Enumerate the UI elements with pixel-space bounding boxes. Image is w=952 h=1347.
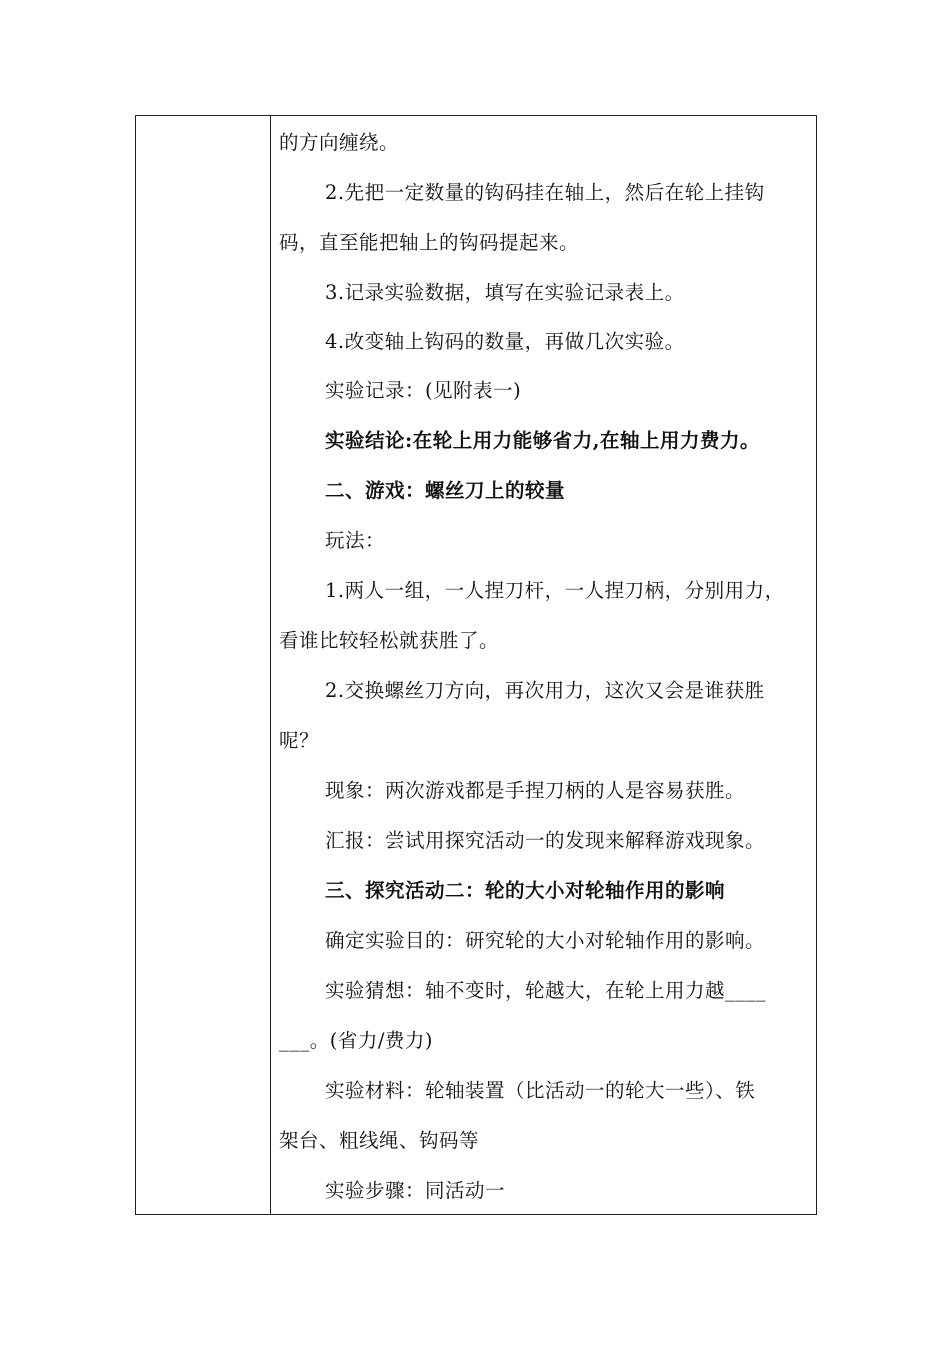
section-heading: 三、探究活动二：轮的大小对轮轴作用的影响 [325,879,726,902]
text-line: 实验步骤：同活动一 [325,1179,506,1202]
text-line: 现象：两次游戏都是手捏刀柄的人是容易获胜。 [325,779,746,802]
text-line: 1.两人一组，一人捏刀杆，一人捏刀柄，分别用力， [325,579,785,602]
left-column-cell [136,116,271,1214]
text-line: 汇报：尝试用探究活动一的发现来解释游戏现象。 [325,829,766,852]
text-line: 实验猜想：轴不变时，轮越大，在轮上用力越____ [325,979,767,1002]
text-line: 看谁比较轻松就获胜了。 [279,629,500,652]
text-line: 玩法： [325,529,386,552]
section-heading: 二、游戏：螺丝刀上的较量 [325,479,566,502]
text-line: 确定实验目的：研究轮的大小对轮轴作用的影响。 [325,929,766,952]
text-line: 3.记录实验数据，填写在实验记录表上。 [325,281,685,304]
text-line: 实验记录：(见附表一) [325,379,522,402]
text-line: 架台、粗线绳、钩码等 [279,1129,480,1152]
text-line: 实验材料：轮轴装置（比活动一的轮大一些）、铁 [325,1079,756,1102]
text-line: 2.先把一定数量的钩码挂在轴上，然后在轮上挂钩 [325,181,765,204]
text-line: 2.交换螺丝刀方向，再次用力，这次又会是谁获胜 [325,679,765,702]
text-line: 4.改变轴上钩码的数量，再做几次实验。 [325,330,685,353]
text-line: 码，直至能把轴上的钩码提起来。 [279,231,580,254]
text-line: 呢？ [279,729,320,752]
text-line: 的方向缠绕。 [279,131,400,154]
content-cell [271,116,816,1214]
conclusion-line: 实验结论:在轮上用力能够省力,在轴上用力费力。 [325,429,760,452]
text-line: ___。(省力/费力) [279,1029,434,1052]
lesson-table [135,115,817,1215]
